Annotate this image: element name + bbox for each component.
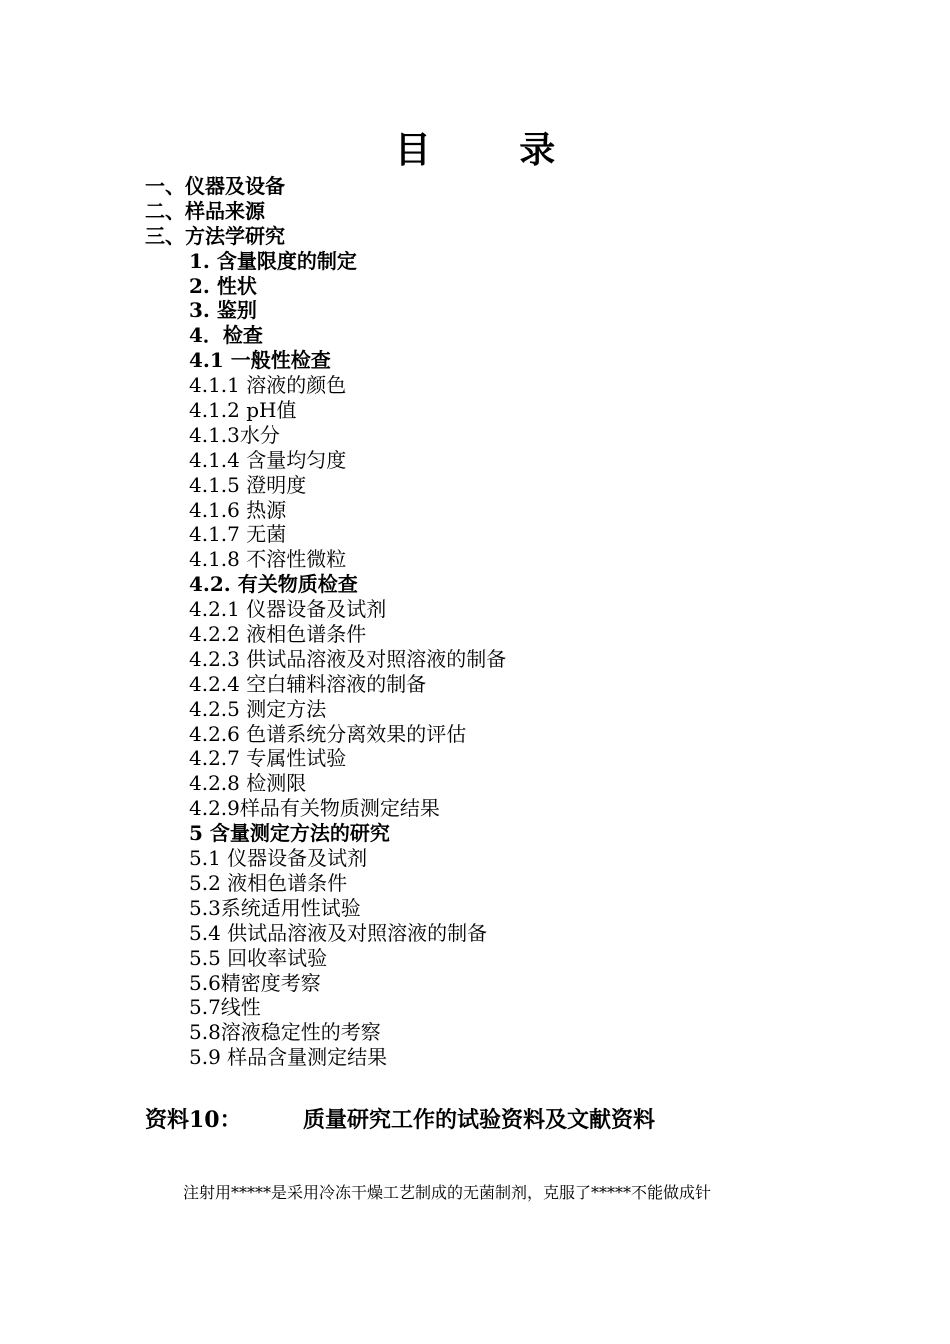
toc-entry: 5.6精密度考察 — [189, 970, 321, 995]
toc-entry: 5.7线性 — [189, 995, 261, 1020]
toc-entry: 2. 性状 — [189, 273, 257, 298]
toc-entry: 一、仪器及设备 — [145, 174, 285, 198]
toc-entry: 4.1.6 热源 — [189, 497, 287, 522]
toc-entry: 4.2.9样品有关物质测定结果 — [189, 796, 440, 821]
toc-entry: 4.1.1 溶液的颜色 — [189, 373, 347, 398]
toc-entry: 5 含量测定方法的研究 — [189, 821, 390, 846]
toc-entry: 4.2.5 测定方法 — [189, 696, 327, 721]
toc-entry: 5.1 仪器设备及试剂 — [189, 846, 368, 871]
toc-entry: 4.1.5 澄明度 — [189, 472, 307, 497]
toc-entry: 5.9 样品含量测定结果 — [189, 1045, 388, 1070]
toc-entry: 5.8溶液稳定性的考察 — [189, 1020, 381, 1045]
toc-entry: 4.1.2 pH值 — [189, 398, 297, 423]
toc-entry: 4.1.7 无菌 — [189, 522, 287, 547]
toc-entry: 4.2.4 空白辅料溶液的制备 — [189, 671, 427, 696]
toc-entry: 5.5 回收率试验 — [189, 945, 328, 970]
toc-entry: 4.1.4 含量均匀度 — [189, 447, 347, 472]
toc-entry: 4.1.3水分 — [189, 422, 280, 447]
toc-entry: 4.1 一般性检查 — [189, 348, 331, 373]
toc-entry: 三、方法学研究 — [145, 223, 285, 248]
toc-entry: 1. 含量限度的制定 — [189, 248, 357, 273]
section-heading — [145, 1104, 655, 1136]
toc-entry: 5.2 液相色谱条件 — [189, 870, 348, 895]
table-of-contents — [0, 174, 950, 1070]
toc-entry: 5.3系统适用性试验 — [189, 895, 361, 920]
body-paragraph: 注射用*****是采用冷冻干燥工艺制成的无菌制剂，克服了*****不能做成针 — [183, 1183, 712, 1202]
toc-entry: 3. 鉴别 — [189, 298, 257, 323]
toc-entry: 二、样品来源 — [145, 198, 265, 223]
toc-entry: 4.1.8 不溶性微粒 — [189, 547, 347, 572]
toc-entry: 4.2.1 仪器设备及试剂 — [189, 597, 387, 622]
toc-entry: 5.4 供试品溶液及对照溶液的制备 — [189, 920, 488, 945]
toc-entry: 4.2. 有关物质检查 — [189, 572, 358, 597]
toc-entry: 4.2.7 专属性试验 — [189, 746, 347, 771]
toc-entry: 4．检查 — [189, 323, 263, 348]
toc-entry: 4.2.2 液相色谱条件 — [189, 622, 367, 647]
toc-entry: 4.2.3 供试品溶液及对照溶液的制备 — [189, 646, 507, 671]
section-heading-text: 质量研究工作的试验资料及文献资料 — [303, 1107, 656, 1133]
section-tag: 资料10： — [145, 1107, 242, 1133]
page-title: 目 录 — [394, 129, 594, 171]
toc-entry: 4.2.6 色谱系统分离效果的评估 — [189, 721, 467, 746]
toc-entry: 4.2.8 检测限 — [189, 771, 307, 796]
